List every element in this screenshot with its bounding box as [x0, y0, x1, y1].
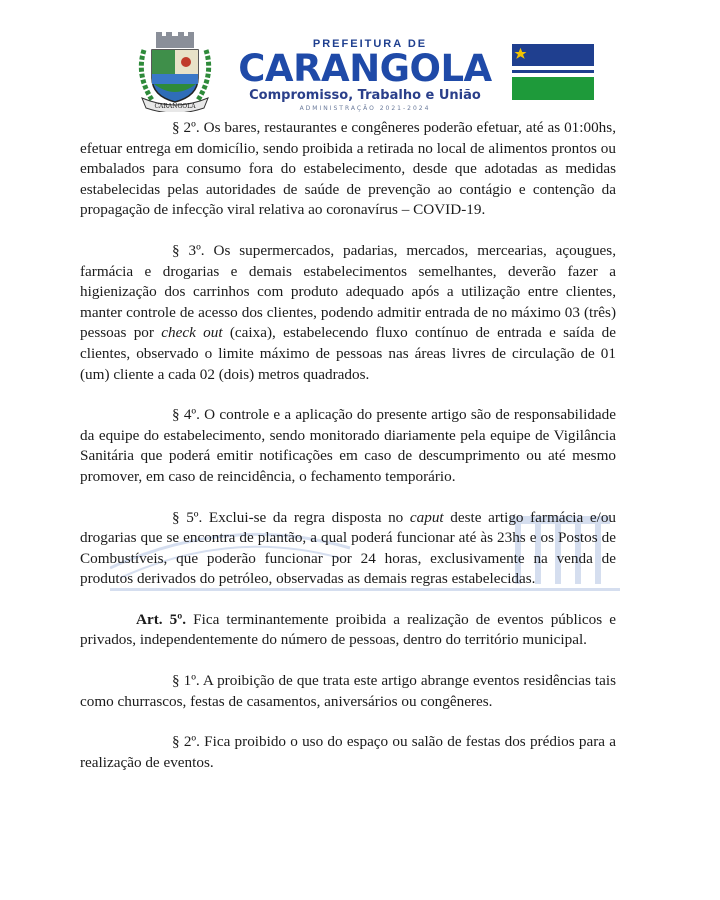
paragraph-text: Fica terminantemente proibida a realização de eventos públicos e privados, independentemente do número de pessoas, dentro do território municipal. — [80, 610, 616, 649]
crest-ribbon-text: CARANGOLA — [154, 103, 196, 110]
paragraph-art4-s3 — [80, 241, 616, 385]
motto: Compromisso, Trabalho e União — [249, 88, 481, 103]
municipal-crest-icon — [134, 30, 216, 112]
paragraph-text: § 4º. O controle e a aplicação do presente artigo são de responsabilidade da equipe do estabelecimento, sendo monitorado diariamente pela equipe de Vigilância Sanitária que poderá emitir notificações em caso de descumprimento ou até mesmo promover, em caso de reincidência, o fechamento temporário. — [80, 406, 616, 485]
paragraph-text: deste artigo farmácia e/ou drogarias que se encontra de plantão, a qual poderá funcionar até às 23hs e os Postos de Combustíveis, que poderão funcionar por 24 horas, exclusivamente na venda de produtos derivados do petróleo, observadas as demais regras estabelecidas. — [80, 508, 617, 588]
paragraph-text: § 2º. Fica proibido o uso do espaço ou salão de festas dos prédios para a realização de eventos. — [80, 733, 616, 771]
prefeitura-logo — [230, 38, 500, 120]
paragraph-text: § 5º. Exclui-se da regra disposta no — [172, 508, 410, 526]
paragraph-italic: caput — [409, 508, 444, 526]
city-name: CARANGOLA — [238, 47, 492, 90]
paragraph-art5-s2 — [80, 732, 616, 773]
paragraph-art5 — [80, 610, 616, 651]
paragraph-italic: check out — [161, 324, 223, 342]
paragraph-text: § 1º. A proibição de que trata este artigo abrange eventos residências tais como churrascos, festas de casamentos, aniversários ou congêneres. — [80, 672, 616, 710]
paragraph-art4-s2 — [80, 118, 616, 221]
document-body — [80, 118, 617, 773]
article-label: Art. 5º. — [136, 610, 187, 628]
administration-label: ADMINISTRAÇÃO 2021-2024 — [299, 105, 431, 112]
paragraph-text: (caixa), estabelecendo fluxo contínuo de entrada e saída de clientes, observado o limite máximo de pessoas nas áreas livres de circulação de 01 (um) cliente a cada 02 (dois) metros quadrados. — [80, 324, 616, 383]
letterhead — [0, 0, 720, 120]
paragraph-art5-s1 — [80, 671, 616, 712]
paragraph-text: § 2º. Os bares, restaurantes e congêneres poderão efetuar, até as 01:00hs, efetuar entrega em domicílio, sendo proibida a retirada no local de alimentos prontos ou embalados para consumo fora do estabelecimento, desde que adotadas as medidas estabelecidas pelas autoridades de saúde de prevenção ao contágio e contenção da propagação de infecção viral relativa ao coronavírus – COVID-19. — [80, 119, 616, 219]
paragraph-art4-s5 — [80, 508, 616, 590]
paragraph-art4-s4 — [80, 405, 616, 487]
municipal-flag-icon — [512, 44, 594, 100]
prefeitura-label: PREFEITURA DE — [312, 38, 428, 50]
paragraph-text: § 3º. Os supermercados, padarias, mercados, mercearias, açougues, farmácia e drogarias e demais estabelecimentos semelhantes, deverão fazer a higienização dos carrinhos com produto adequado após a utilização entre clientes, manter controle de acesso dos clientes, podendo admitir entrada de no máximo 03 (três) pessoas por — [80, 241, 616, 342]
